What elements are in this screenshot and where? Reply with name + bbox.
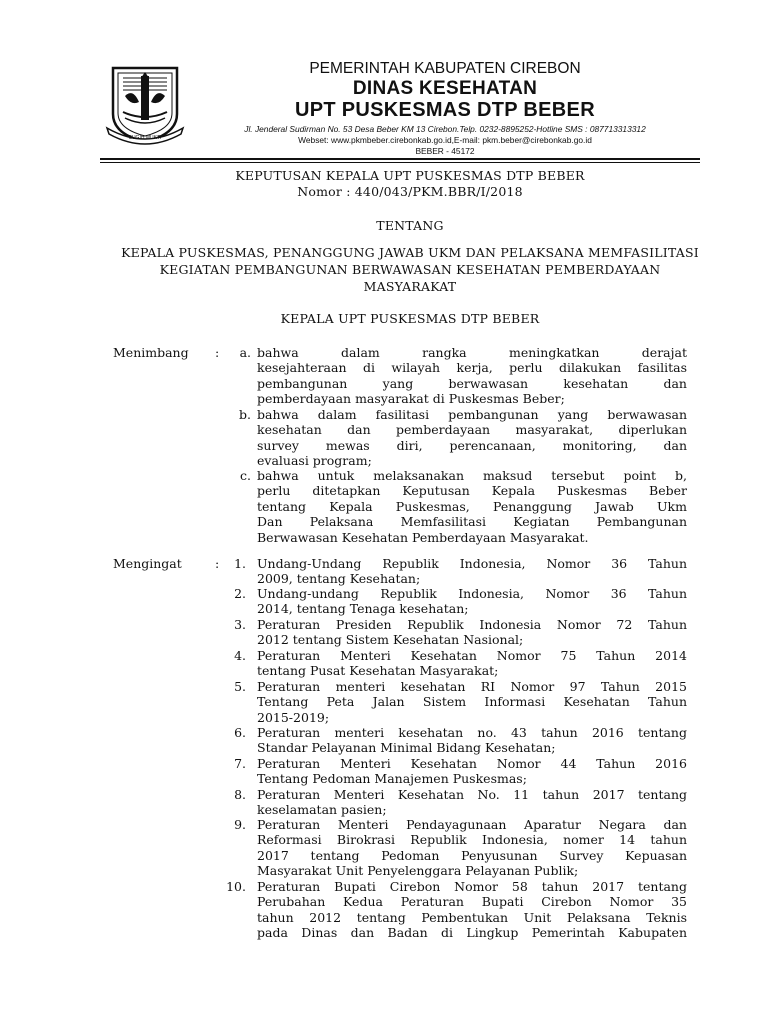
item-line: Tentang Pedoman Manajemen Puskesmas; bbox=[257, 771, 527, 787]
item-line: keselamatan pasien; bbox=[257, 802, 387, 818]
item-line: kesehatan dan pemberdayaan masyarakat, diperlukan bbox=[257, 422, 687, 438]
menimbang-item-num: c. bbox=[240, 468, 251, 483]
mengingat-item-num: 9. bbox=[234, 817, 246, 832]
menimbang-colon: : bbox=[215, 345, 220, 360]
mengingat-item-num: 4. bbox=[234, 648, 246, 663]
menimbang-item bbox=[257, 407, 687, 469]
item-line: 2015-2019; bbox=[257, 709, 330, 725]
item-line: tentang Kepala Puskesmas, Penanggung Jawab Ukm bbox=[257, 498, 687, 514]
decree-subject-line-3: MASYARAKAT bbox=[363, 279, 457, 294]
mengingat-label: Mengingat bbox=[113, 556, 182, 571]
item-line: bahwa dalam fasilitasi pembangunan yang berwawasan bbox=[257, 407, 687, 422]
letterhead-institution: UPT PUSKESMAS DTP BEBER bbox=[295, 99, 595, 121]
menimbang-item bbox=[257, 468, 687, 545]
item-line: bahwa untuk melaksanakan maksud tersebut point b, bbox=[257, 468, 687, 483]
item-line: survey mewas diri, perencanaan, monitoring, dan bbox=[257, 437, 687, 453]
mengingat-item-num: 7. bbox=[234, 756, 246, 771]
item-line: Tentang Peta Jalan Sistem Informasi Kesehatan Tahun bbox=[257, 694, 687, 710]
mengingat-item-num: 2. bbox=[234, 586, 246, 601]
letterhead-government: PEMERINTAH KABUPATEN CIREBON bbox=[309, 60, 581, 77]
item-line: bahwa dalam rangka meningkatkan derajat bbox=[257, 345, 687, 360]
mengingat-item-num: 1. bbox=[234, 556, 246, 571]
menimbang-label: Menimbang bbox=[113, 345, 189, 360]
item-line: Perubahan Kedua Peraturan Bupati Cirebon Nomor 35 bbox=[257, 894, 687, 910]
item-line: Peraturan Menteri Kesehatan Nomor 44 Tahun 2016 bbox=[257, 756, 687, 771]
mengingat-item bbox=[257, 556, 687, 587]
item-line: Peraturan Menteri Kesehatan No. 11 tahun 2017 tentang bbox=[257, 787, 687, 802]
item-line: Undang-undang Republik Indonesia, Nomor 36 Tahun bbox=[257, 586, 687, 601]
item-line: 2009, tentang Kesehatan; bbox=[257, 571, 421, 587]
letterhead-rule-thin bbox=[100, 162, 700, 163]
item-line: tentang Pusat Kesehatan Masyarakat; bbox=[257, 663, 499, 679]
letterhead-address: Jl. Jenderal Sudirman No. 53 Desa Beber KM 13 Cirebon.Telp. 0232-8895252-Hotline SMS : 087713313312 bbox=[244, 124, 646, 134]
mengingat-item bbox=[257, 648, 687, 679]
decree-number: Nomor : 440/043/PKM.BBR/I/2018 bbox=[297, 184, 523, 199]
mengingat-item bbox=[257, 725, 687, 756]
mengingat-item bbox=[257, 586, 687, 617]
item-line: 2017 tentang Pedoman Penyusunan Survey Kepuasan bbox=[257, 847, 687, 863]
decree-tentang: TENTANG bbox=[376, 218, 444, 233]
cirebon-regency-emblem-icon bbox=[105, 62, 185, 146]
mengingat-item bbox=[257, 617, 687, 648]
decree-subject-line-2: KEGIATAN PEMBANGUNAN BERWAWASAN KESEHATAN PEMBERDAYAAN bbox=[159, 262, 661, 277]
item-line: Dan Pelaksana Memfasilitasi Kegiatan Pembangunan bbox=[257, 514, 687, 530]
decree-issuer: KEPALA UPT PUSKESMAS DTP BEBER bbox=[280, 311, 540, 326]
mengingat-item bbox=[257, 817, 687, 879]
mengingat-item bbox=[257, 787, 687, 818]
item-line: Undang-Undang Republik Indonesia, Nomor 36 Tahun bbox=[257, 556, 687, 571]
menimbang-item-num: a. bbox=[239, 345, 251, 360]
item-line: Berwawasan Kesehatan Pemberdayaan Masyarakat. bbox=[257, 529, 589, 545]
mengingat-item bbox=[257, 756, 687, 787]
emblem-motto: SUGIH MUKTI bbox=[128, 135, 162, 141]
item-line: kesejahteraan di wilayah kerja, perlu dilakukan fasilitas bbox=[257, 360, 687, 376]
item-line: Peraturan Menteri Kesehatan Nomor 75 Tahun 2014 bbox=[257, 648, 687, 663]
item-line: Peraturan menteri kesehatan no. 43 tahun 2016 tentang bbox=[257, 725, 687, 740]
mengingat-item bbox=[257, 879, 687, 941]
decree-subject-line-1: KEPALA PUSKESMAS, PENANGGUNG JAWAB UKM DAN PELAKSANA MEMFASILITASI bbox=[121, 245, 699, 260]
letterhead-rule-thick bbox=[100, 158, 700, 160]
mengingat-item-num: 10. bbox=[226, 879, 246, 894]
mengingat-item-num: 6. bbox=[234, 725, 246, 740]
item-line: Peraturan Menteri Pendayagunaan Aparatur Negara dan bbox=[257, 817, 687, 832]
item-line: perlu ditetapkan Keputusan Kepala Puskesmas Beber bbox=[257, 483, 687, 499]
mengingat-item-num: 3. bbox=[234, 617, 246, 632]
item-line: evaluasi program; bbox=[257, 453, 372, 469]
item-line: Masyarakat Unit Penyelenggara Pelayanan Publik; bbox=[257, 863, 579, 879]
letterhead-department: DINAS KESEHATAN bbox=[352, 78, 538, 99]
item-line: pembangunan yang berwawasan kesehatan dan bbox=[257, 375, 687, 391]
item-line: Peraturan menteri kesehatan RI Nomor 97 Tahun 2015 bbox=[257, 679, 687, 694]
letterhead-postal: BEBER - 45172 bbox=[415, 146, 475, 156]
mengingat-item-num: 5. bbox=[234, 679, 246, 694]
item-line: Reformasi Birokrasi Republik Indonesia, nomer 14 tahun bbox=[257, 832, 687, 848]
item-line: Peraturan Bupati Cirebon Nomor 58 tahun 2017 tentang bbox=[257, 879, 687, 894]
item-line: pada Dinas dan Badan di Lingkup Pemerintah Kabupaten bbox=[257, 925, 687, 941]
item-line: Peraturan Presiden Republik Indonesia Nomor 72 Tahun bbox=[257, 617, 687, 632]
menimbang-item bbox=[257, 345, 687, 407]
item-line: pemberdayaan masyarakat di Puskesmas Beber; bbox=[257, 391, 565, 407]
item-line: 2012 tentang Sistem Kesehatan Nasional; bbox=[257, 632, 524, 648]
item-line: Standar Pelayanan Minimal Bidang Kesehatan; bbox=[257, 740, 556, 756]
letterhead-web-email: Webset: www.pkmbeber.cirebonkab.go.id,E-mail: pkm.beber@cirebonkab.go.id bbox=[298, 135, 592, 145]
mengingat-item bbox=[257, 679, 687, 725]
mengingat-colon: : bbox=[215, 556, 220, 571]
item-line: tahun 2012 tentang Pembentukan Unit Pelaksana Teknis bbox=[257, 909, 687, 925]
decree-title: KEPUTUSAN KEPALA UPT PUSKESMAS DTP BEBER bbox=[235, 168, 585, 183]
item-line: 2014, tentang Tenaga kesehatan; bbox=[257, 601, 469, 617]
mengingat-item-num: 8. bbox=[234, 787, 246, 802]
menimbang-item-num: b. bbox=[239, 407, 251, 422]
